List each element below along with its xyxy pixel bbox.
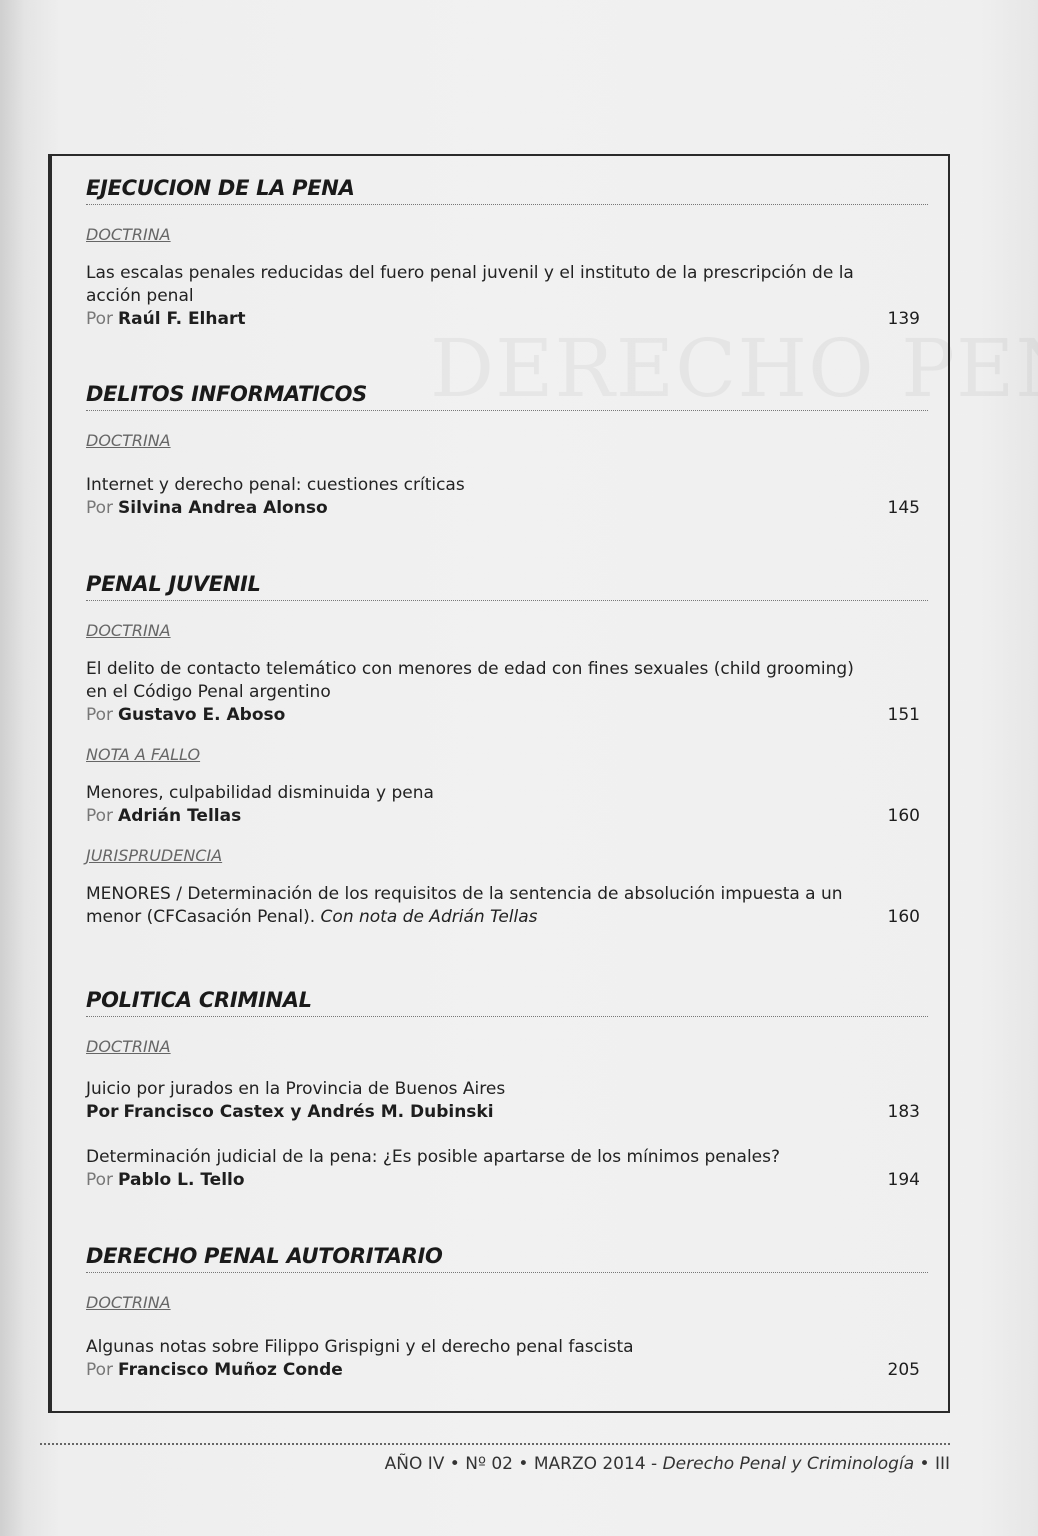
category-label: DOCTRINA bbox=[86, 1293, 171, 1312]
entry-title: Internet y derecho penal: cuestiones críticas bbox=[86, 475, 465, 495]
entry-title: Juicio por jurados en la Provincia de Buenos Aires bbox=[86, 1079, 506, 1099]
entry-author: Por Pablo L. Tello bbox=[86, 1170, 245, 1190]
entry-title-note: Con nota de Adrián Tellas bbox=[320, 907, 538, 927]
section-title: DELITOS INFORMATICOS bbox=[86, 382, 928, 411]
entry-page-number: 160 bbox=[887, 907, 920, 927]
section-title: PENAL JUVENIL bbox=[86, 572, 928, 601]
category-label: DOCTRINA bbox=[86, 1037, 171, 1056]
entry-title: Algunas notas sobre Filippo Grispigni y el derecho penal fascista bbox=[86, 1337, 634, 1357]
entry-author: Por Gustavo E. Aboso bbox=[86, 705, 286, 725]
entry-title: Las escalas penales reducidas del fuero penal juvenil y el instituto de la prescripción de la acción penal bbox=[86, 263, 854, 306]
footer-issue: AÑO IV • Nº 02 • MARZO 2014 - bbox=[384, 1454, 658, 1474]
entry-title: El delito de contacto telemático con menores de edad con fines sexuales (child grooming) en el Código Penal argentino bbox=[86, 659, 854, 702]
entry-title: Menores, culpabilidad disminuida y pena bbox=[86, 783, 434, 803]
section-penal-juvenil bbox=[86, 572, 928, 929]
entry-page-number: 151 bbox=[887, 705, 920, 725]
entry-page-number: 139 bbox=[887, 309, 920, 329]
entry-title: MENORES / Determinación de los requisitos de la sentencia de absolución impuesta a un menor (CFCasación Penal). Con nota de Adrián Tellas bbox=[86, 884, 843, 927]
toc-entry[interactable] bbox=[86, 782, 928, 828]
entry-author: Por Silvina Andrea Alonso bbox=[86, 498, 328, 518]
section-ejecucion-de-la-pena bbox=[86, 176, 928, 331]
section-title: EJECUCION DE LA PENA bbox=[86, 176, 928, 205]
entry-page-number: 145 bbox=[887, 498, 920, 518]
entry-author: Por Raúl F. Elhart bbox=[86, 309, 246, 329]
section-title: POLITICA CRIMINAL bbox=[86, 988, 928, 1017]
category-label: DOCTRINA bbox=[86, 431, 171, 450]
toc-entry[interactable] bbox=[86, 658, 928, 727]
section-title: DERECHO PENAL AUTORITARIO bbox=[86, 1244, 928, 1273]
entry-author: Por Adrián Tellas bbox=[86, 806, 242, 826]
toc-entry[interactable] bbox=[86, 1078, 928, 1124]
entry-author: Por Francisco Castex y Andrés M. Dubinski bbox=[86, 1102, 494, 1122]
category-label: NOTA A FALLO bbox=[86, 745, 201, 764]
category-label: DOCTRINA bbox=[86, 621, 171, 640]
toc-entry[interactable] bbox=[86, 1146, 928, 1192]
footer-divider bbox=[40, 1443, 950, 1445]
toc-entry[interactable] bbox=[86, 883, 928, 929]
toc-entry[interactable] bbox=[86, 474, 928, 520]
category-label: DOCTRINA bbox=[86, 225, 171, 244]
section-delitos-informaticos bbox=[86, 382, 928, 520]
category-label: JURISPRUDENCIA bbox=[86, 846, 223, 865]
page-footer bbox=[385, 1454, 950, 1474]
entry-page-number: 205 bbox=[887, 1360, 920, 1380]
entry-title: Determinación judicial de la pena: ¿Es posible apartarse de los mínimos penales? bbox=[86, 1147, 781, 1167]
section-politica-criminal bbox=[86, 988, 928, 1192]
footer-page-number: • III bbox=[919, 1454, 950, 1474]
section-derecho-penal-autoritario bbox=[86, 1244, 928, 1382]
toc-entry[interactable] bbox=[86, 262, 928, 331]
entry-page-number: 183 bbox=[887, 1102, 920, 1122]
footer-journal: Derecho Penal y Criminología bbox=[662, 1454, 915, 1474]
toc-entry[interactable] bbox=[86, 1336, 928, 1382]
entry-page-number: 160 bbox=[887, 806, 920, 826]
entry-page-number: 194 bbox=[887, 1170, 920, 1190]
entry-author: Por Francisco Muñoz Conde bbox=[86, 1360, 343, 1380]
